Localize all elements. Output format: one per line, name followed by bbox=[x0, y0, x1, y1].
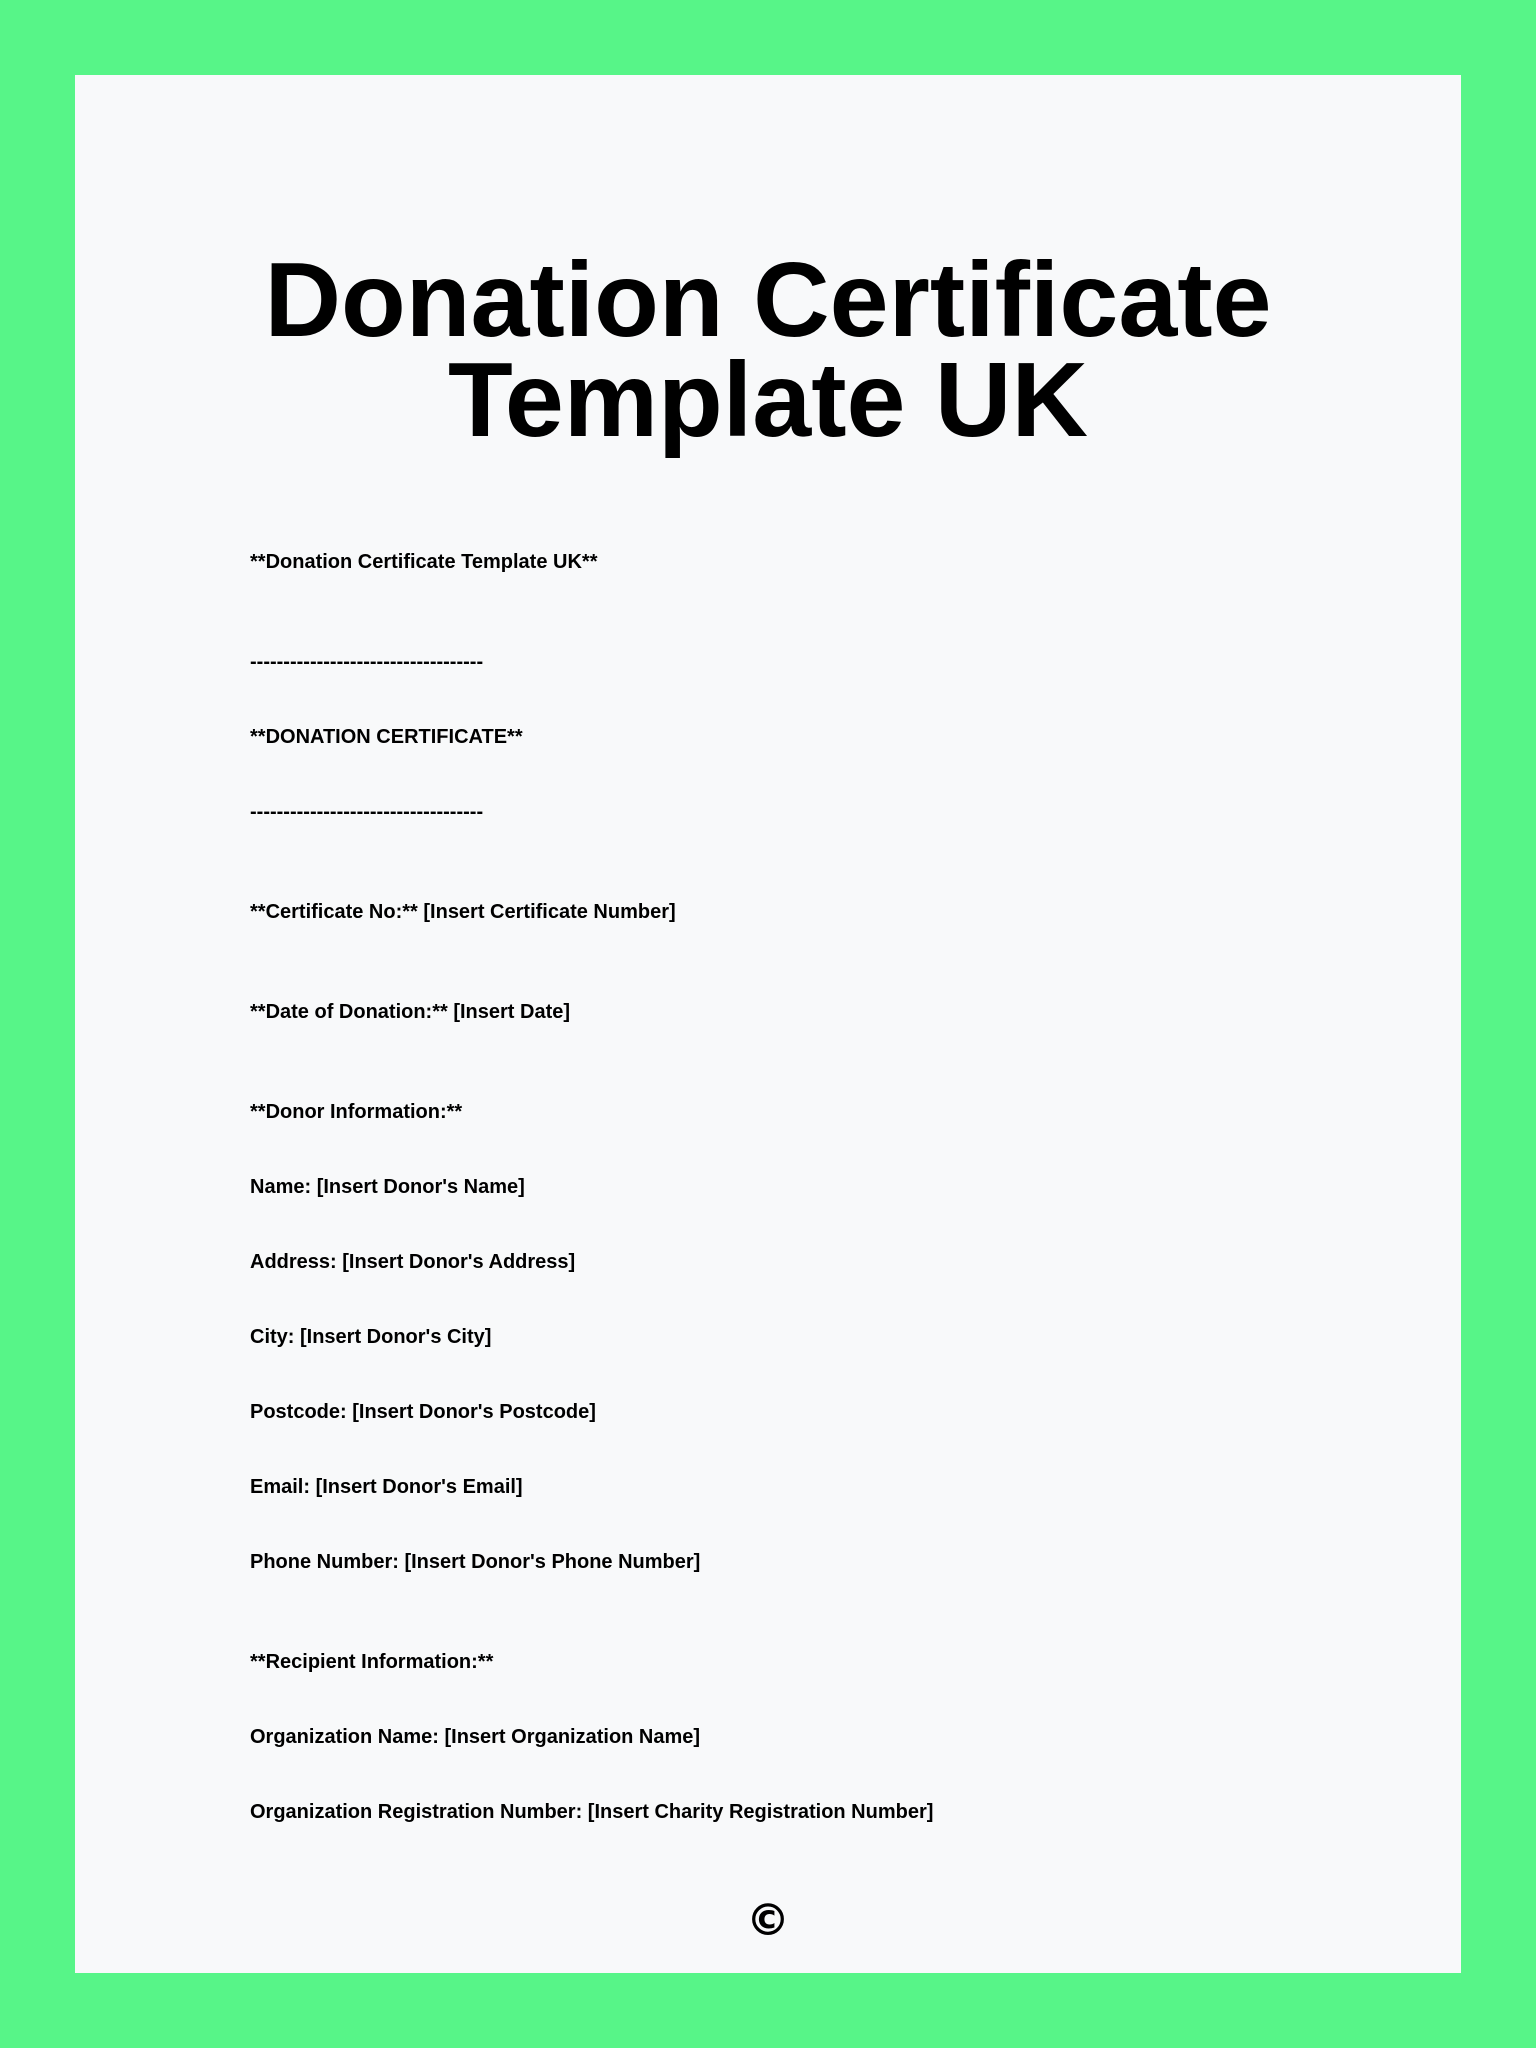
certificate-page bbox=[75, 75, 1461, 1973]
donor-address-line: Address: [Insert Donor's Address] bbox=[250, 1251, 576, 1273]
page-title-line-1: Donation Certificate bbox=[264, 241, 1272, 359]
donor-email-line: Email: [Insert Donor's Email] bbox=[250, 1476, 523, 1498]
recipient-information-heading: **Recipient Information:** bbox=[250, 1651, 494, 1673]
page-title bbox=[75, 241, 1461, 459]
donor-phone-line: Phone Number: [Insert Donor's Phone Number] bbox=[250, 1551, 701, 1573]
organization-registration-line: Organization Registration Number: [Insert Charity Registration Number] bbox=[250, 1801, 934, 1823]
donor-postcode-line: Postcode: [Insert Donor's Postcode] bbox=[250, 1401, 596, 1423]
certificate-heading: **DONATION CERTIFICATE** bbox=[250, 726, 523, 748]
certificate-number-line: **Certificate No:** [Insert Certificate Number] bbox=[250, 901, 676, 923]
donor-name-line: Name: [Insert Donor's Name] bbox=[250, 1176, 525, 1198]
copyright-icon: © bbox=[746, 1895, 790, 1946]
page-title-line-2: Template UK bbox=[447, 341, 1089, 459]
organization-name-line: Organization Name: [Insert Organization Name] bbox=[250, 1726, 701, 1748]
donor-city-line: City: [Insert Donor's City] bbox=[250, 1326, 492, 1348]
date-of-donation-line: **Date of Donation:** [Insert Date] bbox=[250, 1001, 571, 1023]
divider-bottom: ----------------------------------- bbox=[250, 801, 484, 823]
divider-top: ----------------------------------- bbox=[250, 651, 484, 673]
donor-information-heading: **Donor Information:** bbox=[250, 1101, 463, 1123]
document-heading: **Donation Certificate Template UK** bbox=[250, 551, 598, 573]
